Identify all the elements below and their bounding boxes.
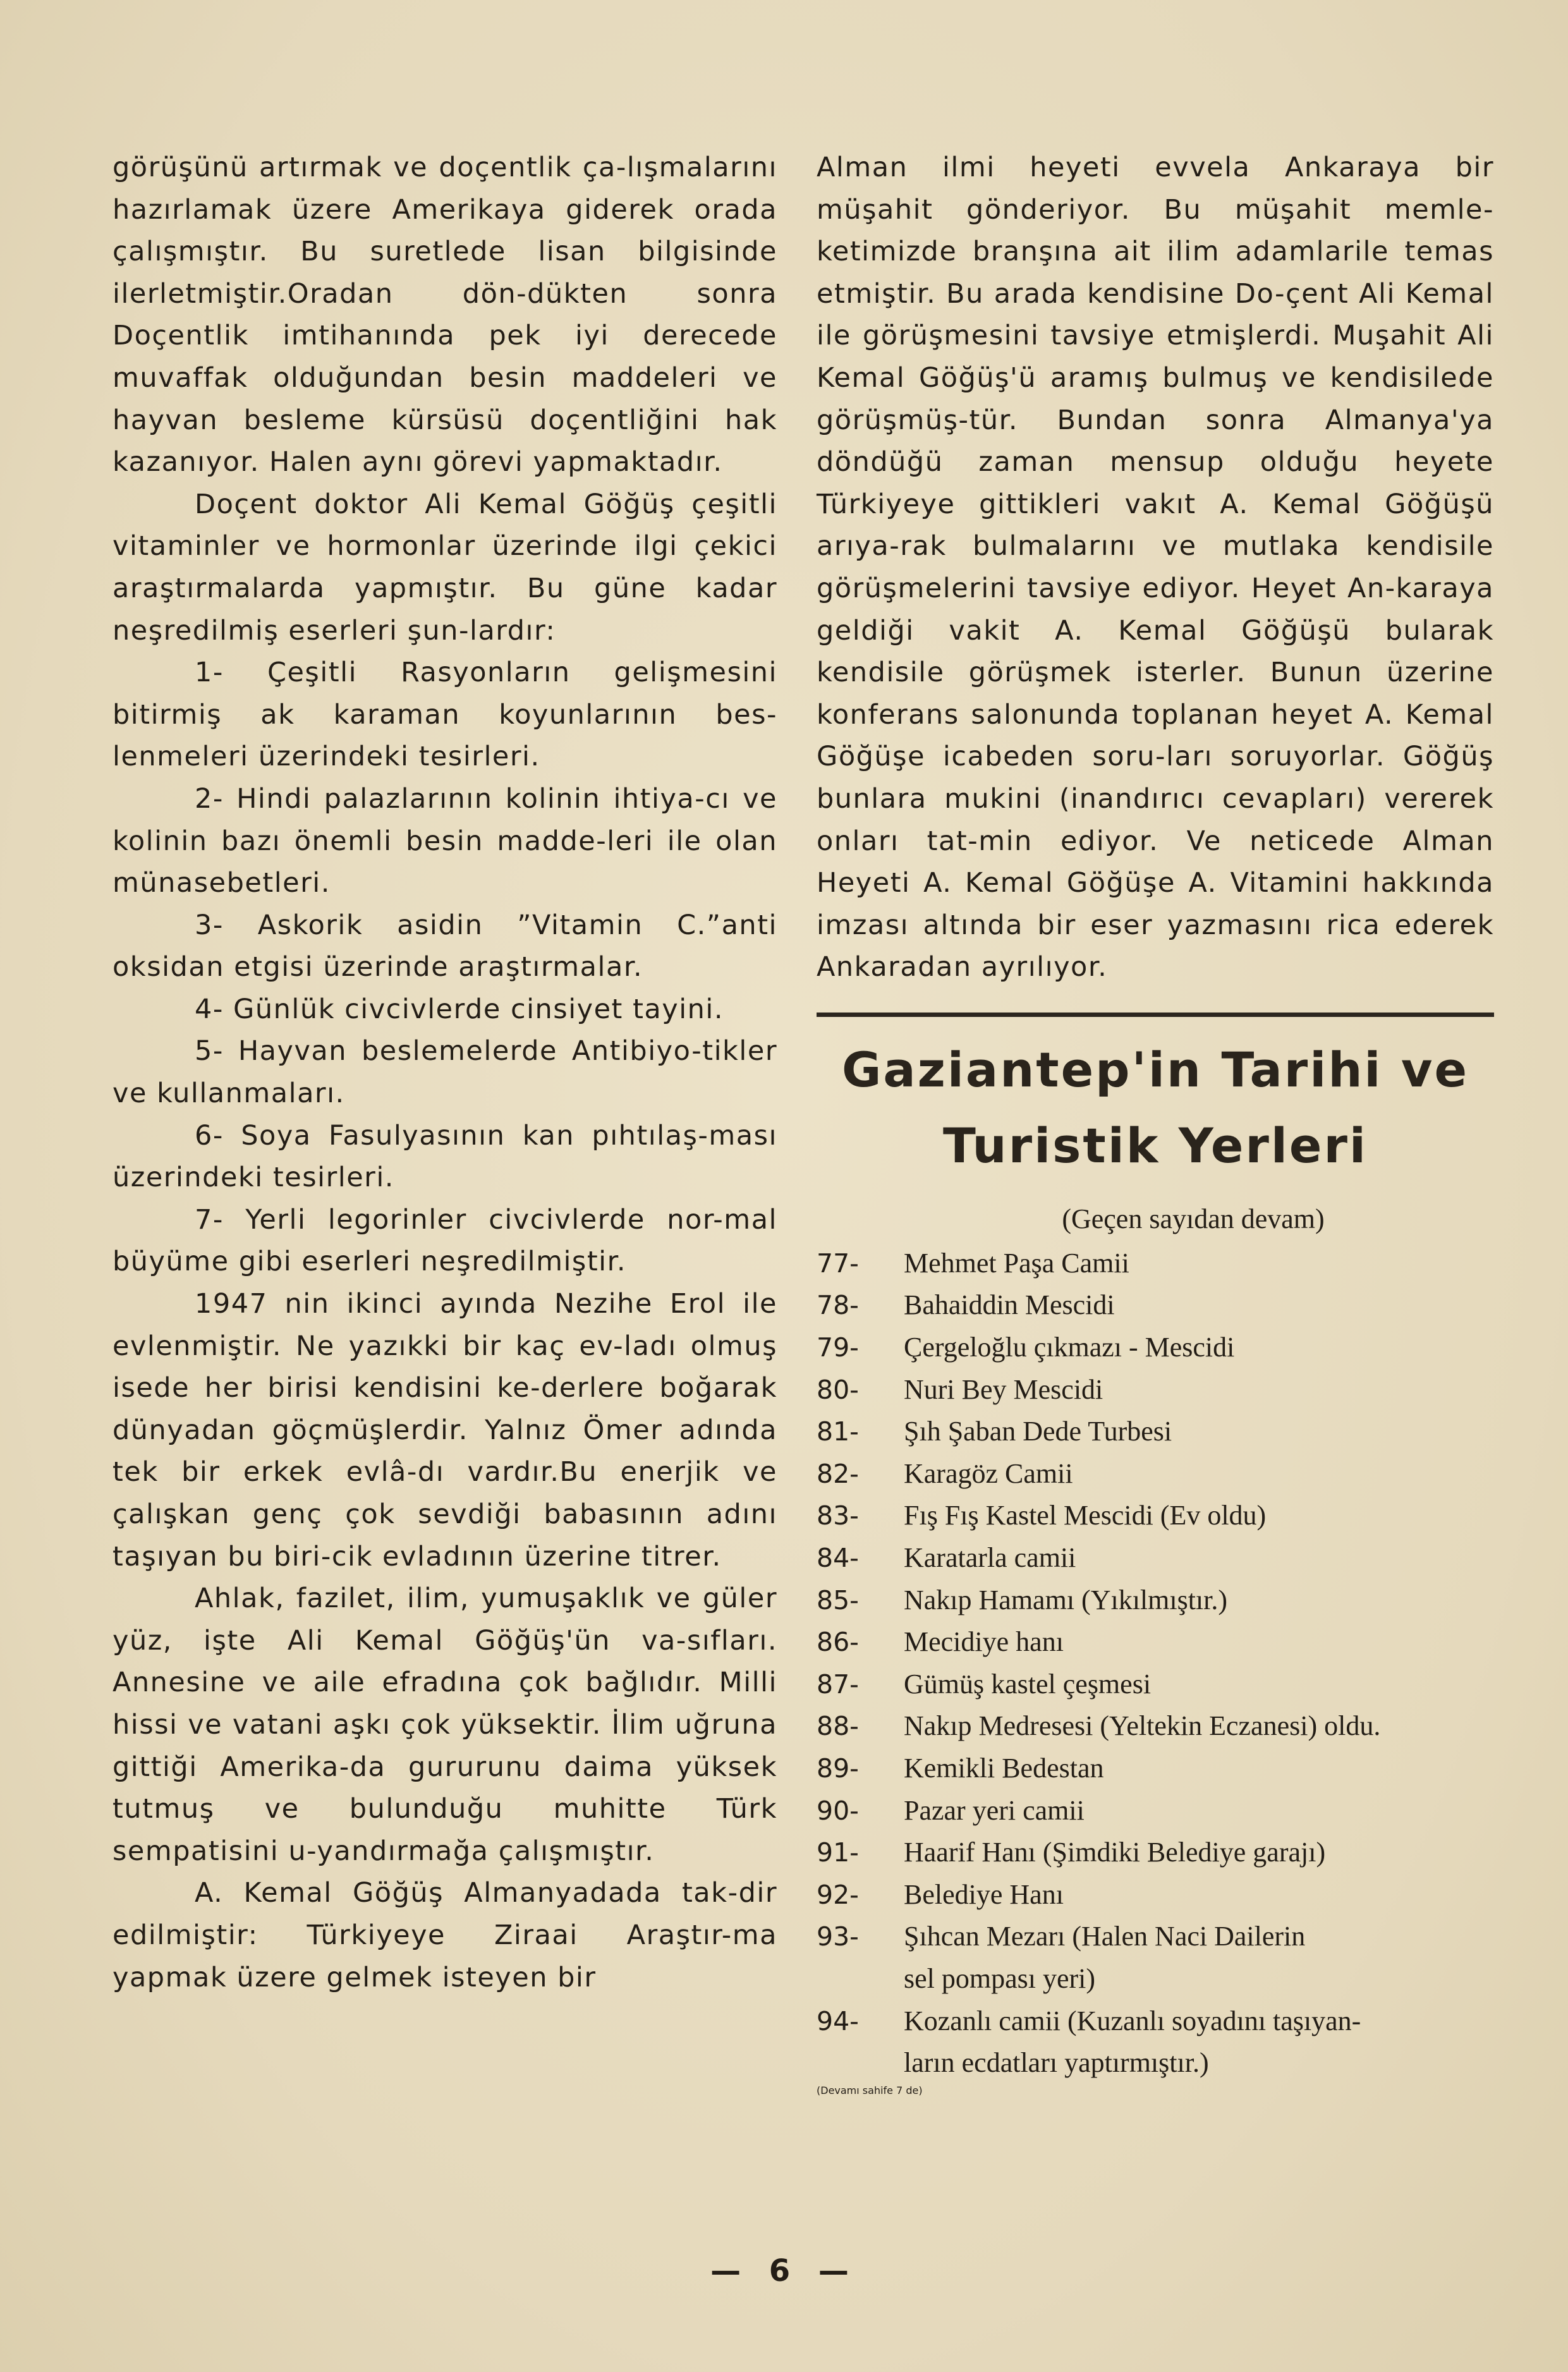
item-text: sel pompası yeri) [904, 1962, 1096, 1994]
article-title-line-1: Gaziantep'in Tarihi ve [841, 1041, 1469, 1098]
paragraph: Ahlak, fazilet, ilim, yumuşaklık ve güler yüz, işte Ali Kemal Göğüş'ün va-sıfları. Annesine ve aile efradına çok bağlıdır. Milli hissi ve vatani aşkı çok yüksektir. İlim uğruna gittiği Amerika-da gururunu daima yüksek tutmuş ve bulunduğu muhitte Türk sempatisini u-yandırmağa çalışmıştır. [112, 1583, 777, 1867]
item-text: Mecidiye hanı [904, 1626, 1064, 1658]
item-text: Bahaiddin Mescidi [904, 1289, 1115, 1321]
list-item [817, 1495, 1494, 1537]
left-column [112, 147, 777, 1998]
list-item [817, 1579, 1494, 1622]
publication-item: 6- Soya Fasulyasının kan pıhtılaş-ması üzerindeki tesirleri. [112, 1119, 777, 1194]
list-item [817, 1453, 1494, 1495]
item-text: Karatarla camii [904, 1542, 1076, 1574]
publication-item: 4- Günlük civcivlerde cinsiyet tayini. [195, 993, 724, 1025]
item-number [817, 2042, 904, 2084]
list-item [817, 1621, 1494, 1663]
item-text: Nakıp Medresesi (Yeltekin Eczanesi) oldu. [904, 1710, 1381, 1742]
list-item-continuation [817, 2042, 1494, 2084]
list-item [817, 2000, 1494, 2043]
publication-item: 2- Hindi palazlarının kolinin ihtiya-cı ve kolinin bazı önemli besin madde-leri ile olan münasebetleri. [112, 782, 777, 899]
continued-paragraph: Alman ilmi heyeti evvela Ankaraya bir müşahit gönderiyor. Bu müşahit memle-ketimizde branşına ait ilim adamlarile temas etmiştir. Bu arada kendisine Do-çent Ali Kemal ile görüşmesini tavsiye etmişlerdi. Muşahit Ali Kemal Göğüş'ü aramış bulmuş ve kendisilede görüşmüş-tür. Bundan sonra Almanya'ya döndüğü zaman mensup olduğu heyete Türkiyeye gittikleri vakıt A. Kemal Göğüşü arıya-rak bulmalarını ve mutlaka kendisile görüşmelerini tavsiye ediyor. Heyet An-karaya geldiği vakit A. Kemal Göğüşü bularak kendisile görüşmek isterler. Bunun üzerine konferans salonunda toplanan heyet A. Kemal Göğüşe icabeden soru-ları soruyorlar. Göğüş bunlara mukini (inandırıcı cevapları) vererek onları tat-min ediyor. Ve neticede Alman Heyeti A. Kemal Göğüşe A. Vitamini hakkında imzası altında bir eser yazmasını rica ederek Ankaradan ayrılıyor. [817, 152, 1494, 983]
list-item [817, 1705, 1494, 1748]
list-item-continuation [817, 1958, 1494, 2000]
item-number: 94- [817, 2005, 859, 2036]
item-number: 89- [817, 1753, 859, 1784]
paragraph: A. Kemal Göğüş Almanyadada tak-dir edilmiştir: Türkiyeye Ziraai Araştır-ma yapmak üzere gelmek isteyen bir [112, 1877, 777, 1993]
item-number: 84- [817, 1543, 859, 1574]
item-text: Kemikli Bedestan [904, 1753, 1104, 1784]
item-number: 81- [817, 1416, 859, 1447]
list-item [817, 1369, 1494, 1411]
item-text: Fış Fış Kastel Mescidi (Ev oldu) [904, 1500, 1267, 1531]
item-text: Şıhcan Mezarı (Halen Naci Dailerin [904, 1921, 1306, 1952]
paragraph: Doçent doktor Ali Kemal Göğüş çeşitli vitaminler ve hormonlar üzerinde ilgi çekici araştırmalarda yapmıştır. Bu güne kadar neşredilmiş eserleri şun-lardır: [112, 488, 777, 647]
item-number: 86- [817, 1627, 859, 1658]
list-item [817, 1874, 1494, 1916]
paragraph: 1947 nin ikinci ayında Nezihe Erol ile evlenmiştir. Ne yazıkki bir kaç ev-ladı olmuş isede her birisi kendisini ke-derlere boğarak dünyadan göçmüşlerdir. Yalnız Ömer adında tek bir erkek evlâ-dı vardır.Bu enerjik ve çalışkan genç çok sevdiği babasının adını taşıyan bu biri-cik evladının üzerine titrer. [112, 1288, 777, 1572]
item-number: 85- [817, 1584, 859, 1615]
item-number: 92- [817, 1879, 859, 1910]
item-number: 88- [817, 1711, 859, 1742]
item-text: Haarif Hanı (Şimdiki Belediye garajı) [904, 1837, 1326, 1868]
publication-item: 1- Çeşitli Rasyonların gelişmesini bitirmiş ak karaman koyunlarının bes-lenmeleri üzerindeki tesirleri. [112, 657, 777, 773]
publication-item: 7- Yerli legorinler civcivlerde nor-mal büyüme gibi eserleri neşredilmiştir. [112, 1203, 777, 1278]
item-text: Kozanlı camii (Kuzanlı soyadını taşıyan- [904, 2005, 1361, 2036]
item-text: Çergeloğlu çıkmazı - Mescidi [904, 1332, 1235, 1363]
right-column [817, 147, 1494, 2096]
item-number: 77- [817, 1248, 859, 1279]
item-text: Gümüş kastel çeşmesi [904, 1668, 1152, 1700]
section-divider [817, 1013, 1494, 1017]
paragraph: görüşünü artırmak ve doçentlik ça-lışmalarını hazırlamak üzere Amerikaya giderek orada çalışmıştır. Bu suretlede lisan bilgisinde ilerletmiştir.Oradan dön-dükten sonra Doçentlik imtihanında pek iyi derecede muvaffak olduğundan besin maddeleri ve hayvan besleme kürsüsü doçentliğini hak kazanıyor. Halen aynı görevi yapmaktadır. [112, 152, 777, 478]
item-text: Mehmet Paşa Camii [904, 1247, 1129, 1279]
list-item [817, 1243, 1494, 1285]
item-text: Nuri Bey Mescidi [904, 1373, 1103, 1405]
item-text: Şıh Şaban Dede Turbesi [904, 1416, 1172, 1447]
list-item [817, 1284, 1494, 1327]
item-number: 83- [817, 1500, 859, 1531]
list-item [817, 1832, 1494, 1874]
list-item [817, 1411, 1494, 1453]
item-text: ların ecdatları yaptırmıştır.) [904, 2047, 1209, 2079]
item-number: 80- [817, 1374, 859, 1405]
item-number: 93- [817, 1921, 859, 1952]
article-title-line-2: Turistik Yerleri [943, 1117, 1368, 1174]
list-item [817, 1663, 1494, 1706]
list-item [817, 1916, 1494, 1958]
item-number: 79- [817, 1332, 859, 1363]
item-number: 82- [817, 1458, 859, 1489]
list-item [817, 1537, 1494, 1579]
list-item [817, 1790, 1494, 1832]
list-item [817, 1327, 1494, 1369]
item-number: 78- [817, 1290, 859, 1321]
item-number: 91- [817, 1837, 859, 1868]
places-list [817, 1243, 1494, 2084]
publication-item: 3- Askorik asidin ”Vitamin C.”anti oksidan etgisi üzerinde araştırmalar. [112, 909, 777, 983]
item-number [817, 1958, 904, 2000]
page-number: — 6 — [710, 2253, 858, 2289]
publication-item: 5- Hayvan beslemelerde Antibiyo-tikler ve kullanmaları. [112, 1035, 777, 1110]
item-number: 87- [817, 1669, 859, 1700]
continued-note: (Devamı sahife 7 de) [817, 2084, 923, 2096]
item-text: Pazar yeri camii [904, 1794, 1085, 1826]
item-number: 90- [817, 1795, 859, 1826]
item-text: Nakıp Hamamı (Yıkılmıştır.) [904, 1584, 1228, 1615]
article-subtitle: (Geçen sayıdan devam) [1062, 1203, 1325, 1234]
list-item [817, 1748, 1494, 1790]
item-text: Belediye Hanı [904, 1878, 1064, 1910]
item-text: Karagöz Camii [904, 1457, 1073, 1489]
